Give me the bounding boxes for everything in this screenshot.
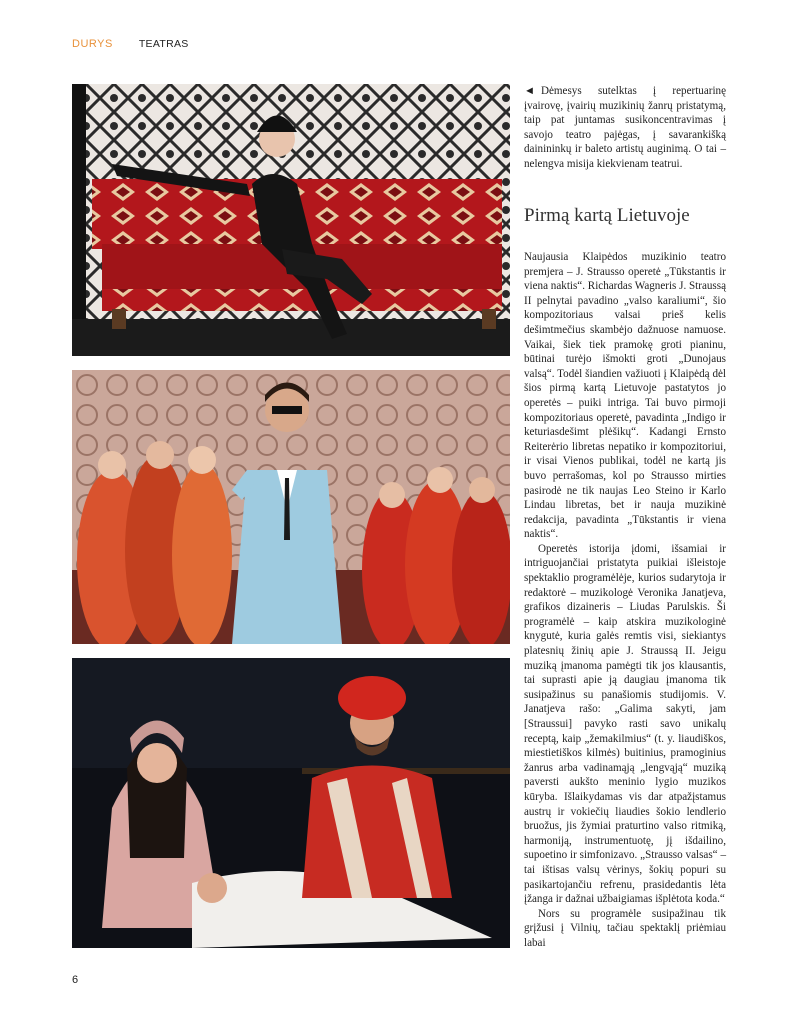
intro-paragraph bbox=[524, 84, 726, 172]
page-number: 6 bbox=[72, 974, 79, 986]
intro-text: Dėmesys sutelktas į repertuarinę įvairovę, įvairių muzikinių žanrų pristatymą, taip pat juntamas susikoncentravimas į savojo teatro pajėgas, į savarankišką dainininkų ir baleto artistų auginimą. O tai – nelengva misija kiekvienam teatrui. bbox=[524, 85, 726, 170]
continue-arrow-icon: ◄ bbox=[524, 85, 535, 97]
stage-photo-sofa bbox=[72, 84, 510, 356]
stage-photo-turban bbox=[72, 658, 510, 948]
stage-photo-chorus bbox=[72, 370, 510, 644]
stage-photo-turban-icon bbox=[72, 658, 510, 948]
stage-photo-sofa-icon bbox=[72, 84, 510, 356]
page-header bbox=[72, 38, 189, 54]
stage-photo-chorus-icon bbox=[72, 370, 510, 644]
section-heading: Pirmą kartą Lietuvoje bbox=[524, 205, 690, 226]
magazine-brand: DURYS bbox=[72, 38, 113, 50]
article-paragraph: Operetės istorija įdomi, išsamiai ir intriguojančiai pristatyta puikiai išleistoje spektaklio programėlėje, kurios sudarytoja ir redaktorė – muzikologė Veronika Janatjeva, grafikos dizaineris – Liudas Parulskis. Ši programėlė – kaip atskira muzikologinė knygutė, kuria galės remtis visi, siekiantys platesnių žinių apie J. Straussą II. Jeigu muziką įmanoma pamėgti tik jos klausantis, tai suprasti apie ją daugiau įmanoma tik susipažinus su panašiomis studijomis. V. Janatjeva rašo: „Galima sakyti, jam [Straussui] pavyko rasti savo unikalų receptą, kaip „žemakilmius“ (t. y. liaudiškos, miestietiškos kilmės) buitinius, pramoginius žanrus arba vadinamąją „lengvąją“ muziką paversti aukšto meninio lygio muzikos kūryba. Išlaikydamas vis dar atpažįstamus austrų ir vokiečių liaudies šokio lendlerio bruožus, jis žymiai praturtino valso ritmiką, harmoniją, instrumentuotę, jį išdailino, supoetino ir simfonizavo. „Strausso valsas“ – tai ištisas valsų vėrinys, šokių popuri su pasikartojančiu refrenu, prasidedantis lėta įžanga ir dažnai užbaigiamas išplėtota koda.“ bbox=[524, 542, 726, 906]
article-paragraph: Naujausia Klaipėdos muzikinio teatro premjera – J. Strausso operetė „Tūkstantis ir viena naktis“. Richardas Wagneris J. Straussą II pelnytai pavadino „valso karaliumi“, šio kompozitoriaus valsai prieš kelis dešimtmečius skambėjo dažnuose namuose. Vaikai, šiek tiek pramokę groti pianinu, būtinai turėjo išmokti groti „Dunojaus valsą“. Todėl šiandien važiuoti į Klaipėdą dėl šios pirmą kartą Lietuvoje pastatytos jo operetės – puiki intriga. Tai buvo pirmoji kompozitoriaus operetė, pavadinta „Indigo ir keturiasdešimt plėšikų“. Kadangi Ernsto Reiterėrio libretas nepatiko ir kompozitoriui, ir visai Vienos publikai, todėl ne kartą jis buvo perrašomas, kol po Strausso mirties pasirodė ne tik naujas Leo Steino ir Karlo Lindau libretas, bet ir nauja muzikinė redakcija, pavadinta „Tūkstantis ir viena naktis“. bbox=[524, 251, 726, 541]
section-label: TEATRAS bbox=[138, 38, 189, 50]
article-body bbox=[524, 250, 726, 951]
article-paragraph: Nors su programėle susipažinau tik grįžusi į Vilnių, tačiau spektaklį priėmiau labai bbox=[524, 907, 726, 949]
